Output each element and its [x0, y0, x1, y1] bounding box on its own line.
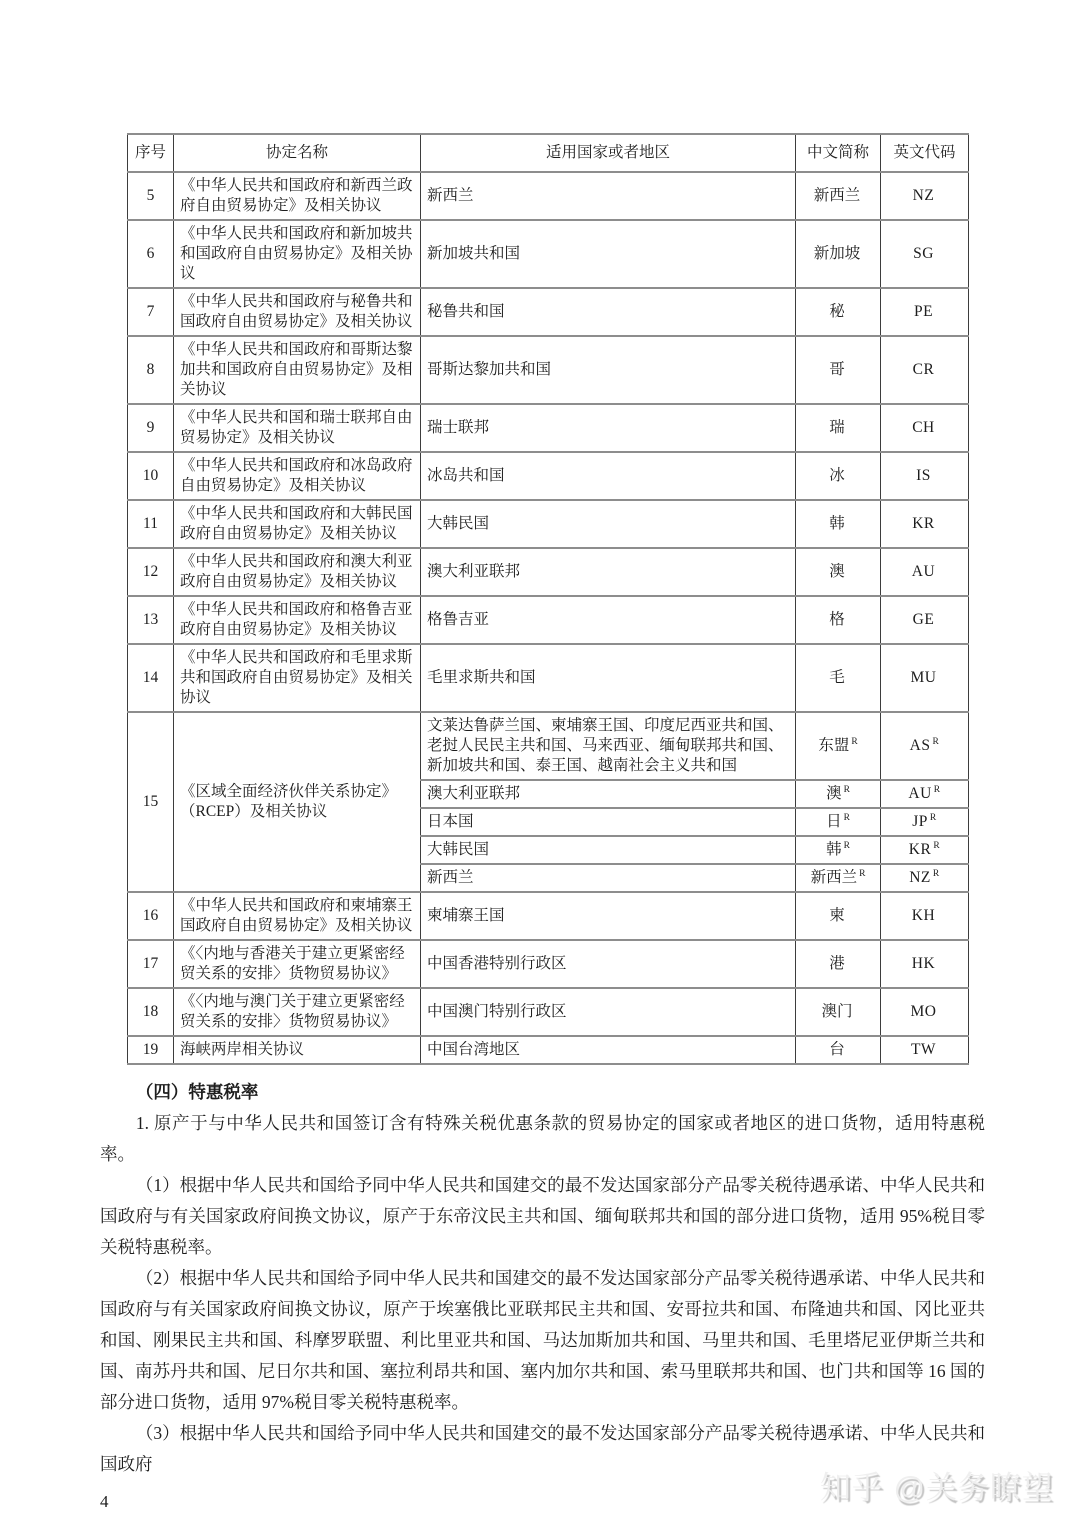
en-code-cell-text: AU	[908, 785, 932, 802]
cn-abbr-cell	[796, 336, 881, 404]
col-header-applicable-region: 适用国家或者地区	[421, 134, 796, 172]
en-code-cell-text: KH	[911, 907, 936, 924]
serial-number-cell: 12	[128, 548, 174, 596]
en-code-cell-text: PE	[913, 303, 934, 320]
agreement-name-cell: 《中华人民共和国政府和柬埔寨王国政府自由贸易协定》及相关协议	[174, 892, 421, 940]
agreement-name-cell: 《中华人民共和国政府和冰岛政府自由贸易协定》及相关协议	[174, 452, 421, 500]
cn-abbr-cell	[796, 892, 881, 940]
table-row	[128, 892, 969, 940]
serial-number-cell: 10	[128, 452, 174, 500]
cn-abbr-cell-text: 哥	[829, 361, 845, 378]
cn-abbr-cell	[796, 288, 881, 336]
cn-abbr-cell	[796, 548, 881, 596]
table-row	[128, 404, 969, 452]
fta-table-container	[127, 133, 985, 1065]
table-row	[128, 220, 969, 288]
cn-abbr-cell	[796, 940, 881, 988]
superscript-r: R	[933, 784, 941, 795]
cn-abbr-cell	[796, 596, 881, 644]
cn-abbr-cell-text: 冰	[829, 467, 845, 484]
en-code-cell-text: KR	[908, 841, 932, 858]
table-header-row	[128, 134, 969, 172]
cn-abbr-cell-text: 澳门	[821, 1003, 853, 1020]
applicable-region-cell: 日本国	[421, 808, 796, 836]
superscript-r: R	[843, 812, 850, 823]
table-row	[128, 336, 969, 404]
cn-abbr-cell	[796, 220, 881, 288]
table-row	[128, 452, 969, 500]
cn-abbr-cell-text: 秘	[829, 303, 845, 320]
cn-abbr-cell-text: 东盟	[818, 737, 850, 754]
en-code-cell-text: TW	[910, 1041, 937, 1058]
en-code-cell-text: NZ	[909, 869, 931, 886]
en-code-cell-text: IS	[916, 467, 931, 484]
cn-abbr-cell-text: 柬	[829, 907, 845, 924]
en-code-cell	[881, 864, 969, 892]
serial-number-cell: 15	[128, 712, 174, 892]
cn-abbr-cell-text: 格	[829, 611, 845, 628]
agreement-name-cell: 《〈内地与澳门关于建立更紧密经贸关系的安排〉货物贸易协议》	[174, 988, 421, 1036]
en-code-cell	[881, 836, 969, 864]
applicable-region-cell: 柬埔寨王国	[421, 892, 796, 940]
serial-number-cell: 8	[128, 336, 174, 404]
cn-abbr-cell	[796, 864, 881, 892]
cn-abbr-cell-text: 台	[829, 1041, 845, 1058]
agreement-name-cell: 《区域全面经济伙伴关系协定》（RCEP）及相关协议	[174, 712, 421, 892]
cn-abbr-cell-text: 新西兰	[810, 869, 858, 886]
applicable-region-cell: 秘鲁共和国	[421, 288, 796, 336]
en-code-cell-text: CH	[912, 419, 935, 436]
paragraph-item-3: （3）根据中华人民共和国给予同中华人民共和国建交的最不发达国家部分产品零关税待遇承诺、中华人民共和国政府	[100, 1423, 985, 1474]
serial-number-cell: 6	[128, 220, 174, 288]
applicable-region-cell: 文莱达鲁萨兰国、柬埔寨王国、印度尼西亚共和国、老挝人民民主共和国、马来西亚、缅甸联邦共和国、新加坡共和国、泰王国、越南社会主义共和国	[421, 712, 796, 780]
en-code-cell	[881, 596, 969, 644]
en-code-cell	[881, 220, 969, 288]
superscript-r: R	[932, 736, 940, 747]
superscript-r: R	[929, 812, 937, 823]
applicable-region-cell: 大韩民国	[421, 500, 796, 548]
cn-abbr-cell	[796, 1036, 881, 1064]
en-code-cell	[881, 1036, 969, 1064]
page-number: 4	[100, 1492, 109, 1511]
paragraph-item-1: （1）根据中华人民共和国给予同中华人民共和国建交的最不发达国家部分产品零关税待遇承诺、中华人民共和国政府与有关国家政府间换文协议，原产于东帝汶民主共和国、缅甸联邦共和国的部分进口货物，适用 95%税目零关税特惠税率。	[100, 1175, 985, 1257]
applicable-region-cell: 格鲁吉亚	[421, 596, 796, 644]
cn-abbr-cell-text: 韩	[829, 515, 845, 532]
serial-number-cell: 18	[128, 988, 174, 1036]
cn-abbr-cell-text: 日	[826, 813, 842, 830]
en-code-cell-text: HK	[911, 955, 936, 972]
applicable-region-cell: 瑞士联邦	[421, 404, 796, 452]
en-code-cell-text: GE	[912, 611, 935, 628]
agreement-name-cell: 《中华人民共和国政府和大韩民国政府自由贸易协定》及相关协议	[174, 500, 421, 548]
en-code-cell	[881, 988, 969, 1036]
en-code-cell-text: CR	[912, 361, 935, 378]
en-code-cell	[881, 336, 969, 404]
en-code-cell	[881, 288, 969, 336]
table-row	[128, 500, 969, 548]
table-row	[128, 172, 969, 220]
applicable-region-cell: 澳大利亚联邦	[421, 548, 796, 596]
serial-number-cell: 13	[128, 596, 174, 644]
agreement-name-cell: 《中华人民共和国政府和澳大利亚政府自由贸易协定》及相关协议	[174, 548, 421, 596]
superscript-r: R	[932, 868, 940, 879]
serial-number-cell: 14	[128, 644, 174, 712]
superscript-r: R	[859, 868, 866, 879]
en-code-cell-text: JP	[912, 813, 928, 830]
applicable-region-cell: 哥斯达黎加共和国	[421, 336, 796, 404]
cn-abbr-cell	[796, 808, 881, 836]
serial-number-cell: 7	[128, 288, 174, 336]
cn-abbr-cell	[796, 780, 881, 808]
applicable-region-cell: 中国香港特别行政区	[421, 940, 796, 988]
cn-abbr-cell	[796, 988, 881, 1036]
agreement-name-cell: 《中华人民共和国政府和新加坡共和国政府自由贸易协定》及相关协议	[174, 220, 421, 288]
en-code-cell	[881, 548, 969, 596]
fta-table	[127, 133, 969, 1065]
applicable-region-cell: 中国澳门特别行政区	[421, 988, 796, 1036]
applicable-region-cell: 新西兰	[421, 864, 796, 892]
agreement-name-cell: 海峡两岸相关协议	[174, 1036, 421, 1064]
serial-number-cell: 5	[128, 172, 174, 220]
agreement-name-cell: 《中华人民共和国政府和新西兰政府自由贸易协定》及相关协议	[174, 172, 421, 220]
en-code-cell	[881, 644, 969, 712]
cn-abbr-cell	[796, 836, 881, 864]
en-code-cell	[881, 712, 969, 780]
col-header-cn-abbr: 中文简称	[796, 134, 881, 172]
cn-abbr-cell-text: 韩	[826, 841, 842, 858]
agreement-name-cell: 《中华人民共和国和瑞士联邦自由贸易协定》及相关协议	[174, 404, 421, 452]
en-code-cell-text: MU	[910, 669, 937, 686]
section-preferential-rates	[100, 1077, 985, 1480]
table-row	[128, 1036, 969, 1064]
cn-abbr-cell-text: 澳	[829, 563, 845, 580]
cn-abbr-cell-text: 新西兰	[813, 187, 861, 204]
en-code-cell	[881, 940, 969, 988]
applicable-region-cell: 新加坡共和国	[421, 220, 796, 288]
superscript-r: R	[843, 784, 850, 795]
cn-abbr-cell	[796, 404, 881, 452]
agreement-name-cell: 《〈内地与香港关于建立更紧密经贸关系的安排〉货物贸易协议》	[174, 940, 421, 988]
serial-number-cell: 9	[128, 404, 174, 452]
cn-abbr-cell	[796, 452, 881, 500]
agreement-name-cell: 《中华人民共和国政府和哥斯达黎加共和国政府自由贸易协定》及相关协议	[174, 336, 421, 404]
applicable-region-cell: 冰岛共和国	[421, 452, 796, 500]
cn-abbr-cell	[796, 712, 881, 780]
col-header-serial: 序号	[128, 134, 174, 172]
en-code-cell	[881, 808, 969, 836]
table-row	[128, 288, 969, 336]
cn-abbr-cell	[796, 500, 881, 548]
table-row	[128, 940, 969, 988]
applicable-region-cell: 澳大利亚联邦	[421, 780, 796, 808]
watermark: 知乎 @关务瞭望	[819, 1470, 1054, 1505]
en-code-cell	[881, 780, 969, 808]
table-row	[128, 596, 969, 644]
paragraph-item-2: （2）根据中华人民共和国给予同中华人民共和国建交的最不发达国家部分产品零关税待遇承诺、中华人民共和国政府与有关国家政府间换文协议，原产于埃塞俄比亚联邦民主共和国、安哥拉共和国、布隆迪共和国、冈比亚共和国、刚果民主共和国、科摩罗联盟、利比里亚共和国、马达加斯加共和国、马里共和国、毛里塔尼亚伊斯兰共和国、南苏丹共和国、尼日尔共和国、塞拉利昂共和国、塞内加尔共和国、索马里联邦共和国、也门共和国等 16 国的部分进口货物，适用 97%税目零关税特惠税率。	[100, 1268, 985, 1412]
cn-abbr-cell-text: 瑞	[829, 419, 845, 436]
en-code-cell-text: AS	[909, 737, 931, 754]
cn-abbr-cell	[796, 172, 881, 220]
superscript-r: R	[851, 736, 858, 747]
serial-number-cell: 11	[128, 500, 174, 548]
section-heading: （四）特惠税率	[135, 1082, 259, 1102]
table-row	[128, 988, 969, 1036]
col-header-en-code: 英文代码	[881, 134, 969, 172]
cn-abbr-cell-text: 澳	[826, 785, 842, 802]
en-code-cell-text: KR	[912, 515, 935, 532]
en-code-cell	[881, 172, 969, 220]
serial-number-cell: 17	[128, 940, 174, 988]
serial-number-cell: 19	[128, 1036, 174, 1064]
cn-abbr-cell-text: 毛	[829, 669, 845, 686]
serial-number-cell: 16	[128, 892, 174, 940]
agreement-name-cell: 《中华人民共和国政府和格鲁吉亚政府自由贸易协定》及相关协议	[174, 596, 421, 644]
applicable-region-cell: 新西兰	[421, 172, 796, 220]
agreement-name-cell: 《中华人民共和国政府与秘鲁共和国政府自由贸易协定》及相关协议	[174, 288, 421, 336]
table-row	[128, 548, 969, 596]
en-code-cell	[881, 452, 969, 500]
en-code-cell	[881, 892, 969, 940]
cn-abbr-cell-text: 港	[829, 955, 845, 972]
table-row	[128, 712, 969, 780]
applicable-region-cell: 毛里求斯共和国	[421, 644, 796, 712]
en-code-cell-text: NZ	[912, 187, 935, 204]
cn-abbr-cell-text: 新加坡	[813, 245, 861, 262]
applicable-region-cell: 中国台湾地区	[421, 1036, 796, 1064]
table-row	[128, 644, 969, 712]
cn-abbr-cell	[796, 644, 881, 712]
col-header-agreement-name: 协定名称	[174, 134, 421, 172]
applicable-region-cell: 大韩民国	[421, 836, 796, 864]
agreement-name-cell: 《中华人民共和国政府和毛里求斯共和国政府自由贸易协定》及相关协议	[174, 644, 421, 712]
en-code-cell	[881, 500, 969, 548]
en-code-cell	[881, 404, 969, 452]
en-code-cell-text: MO	[910, 1003, 937, 1020]
paragraph-intro: 1. 原产于与中华人民共和国签订含有特殊关税优惠条款的贸易协定的国家或者地区的进口货物，适用特惠税率。	[100, 1113, 985, 1164]
superscript-r: R	[933, 840, 941, 851]
superscript-r: R	[843, 840, 850, 851]
en-code-cell-text: SG	[913, 245, 934, 262]
en-code-cell-text: AU	[911, 563, 936, 580]
